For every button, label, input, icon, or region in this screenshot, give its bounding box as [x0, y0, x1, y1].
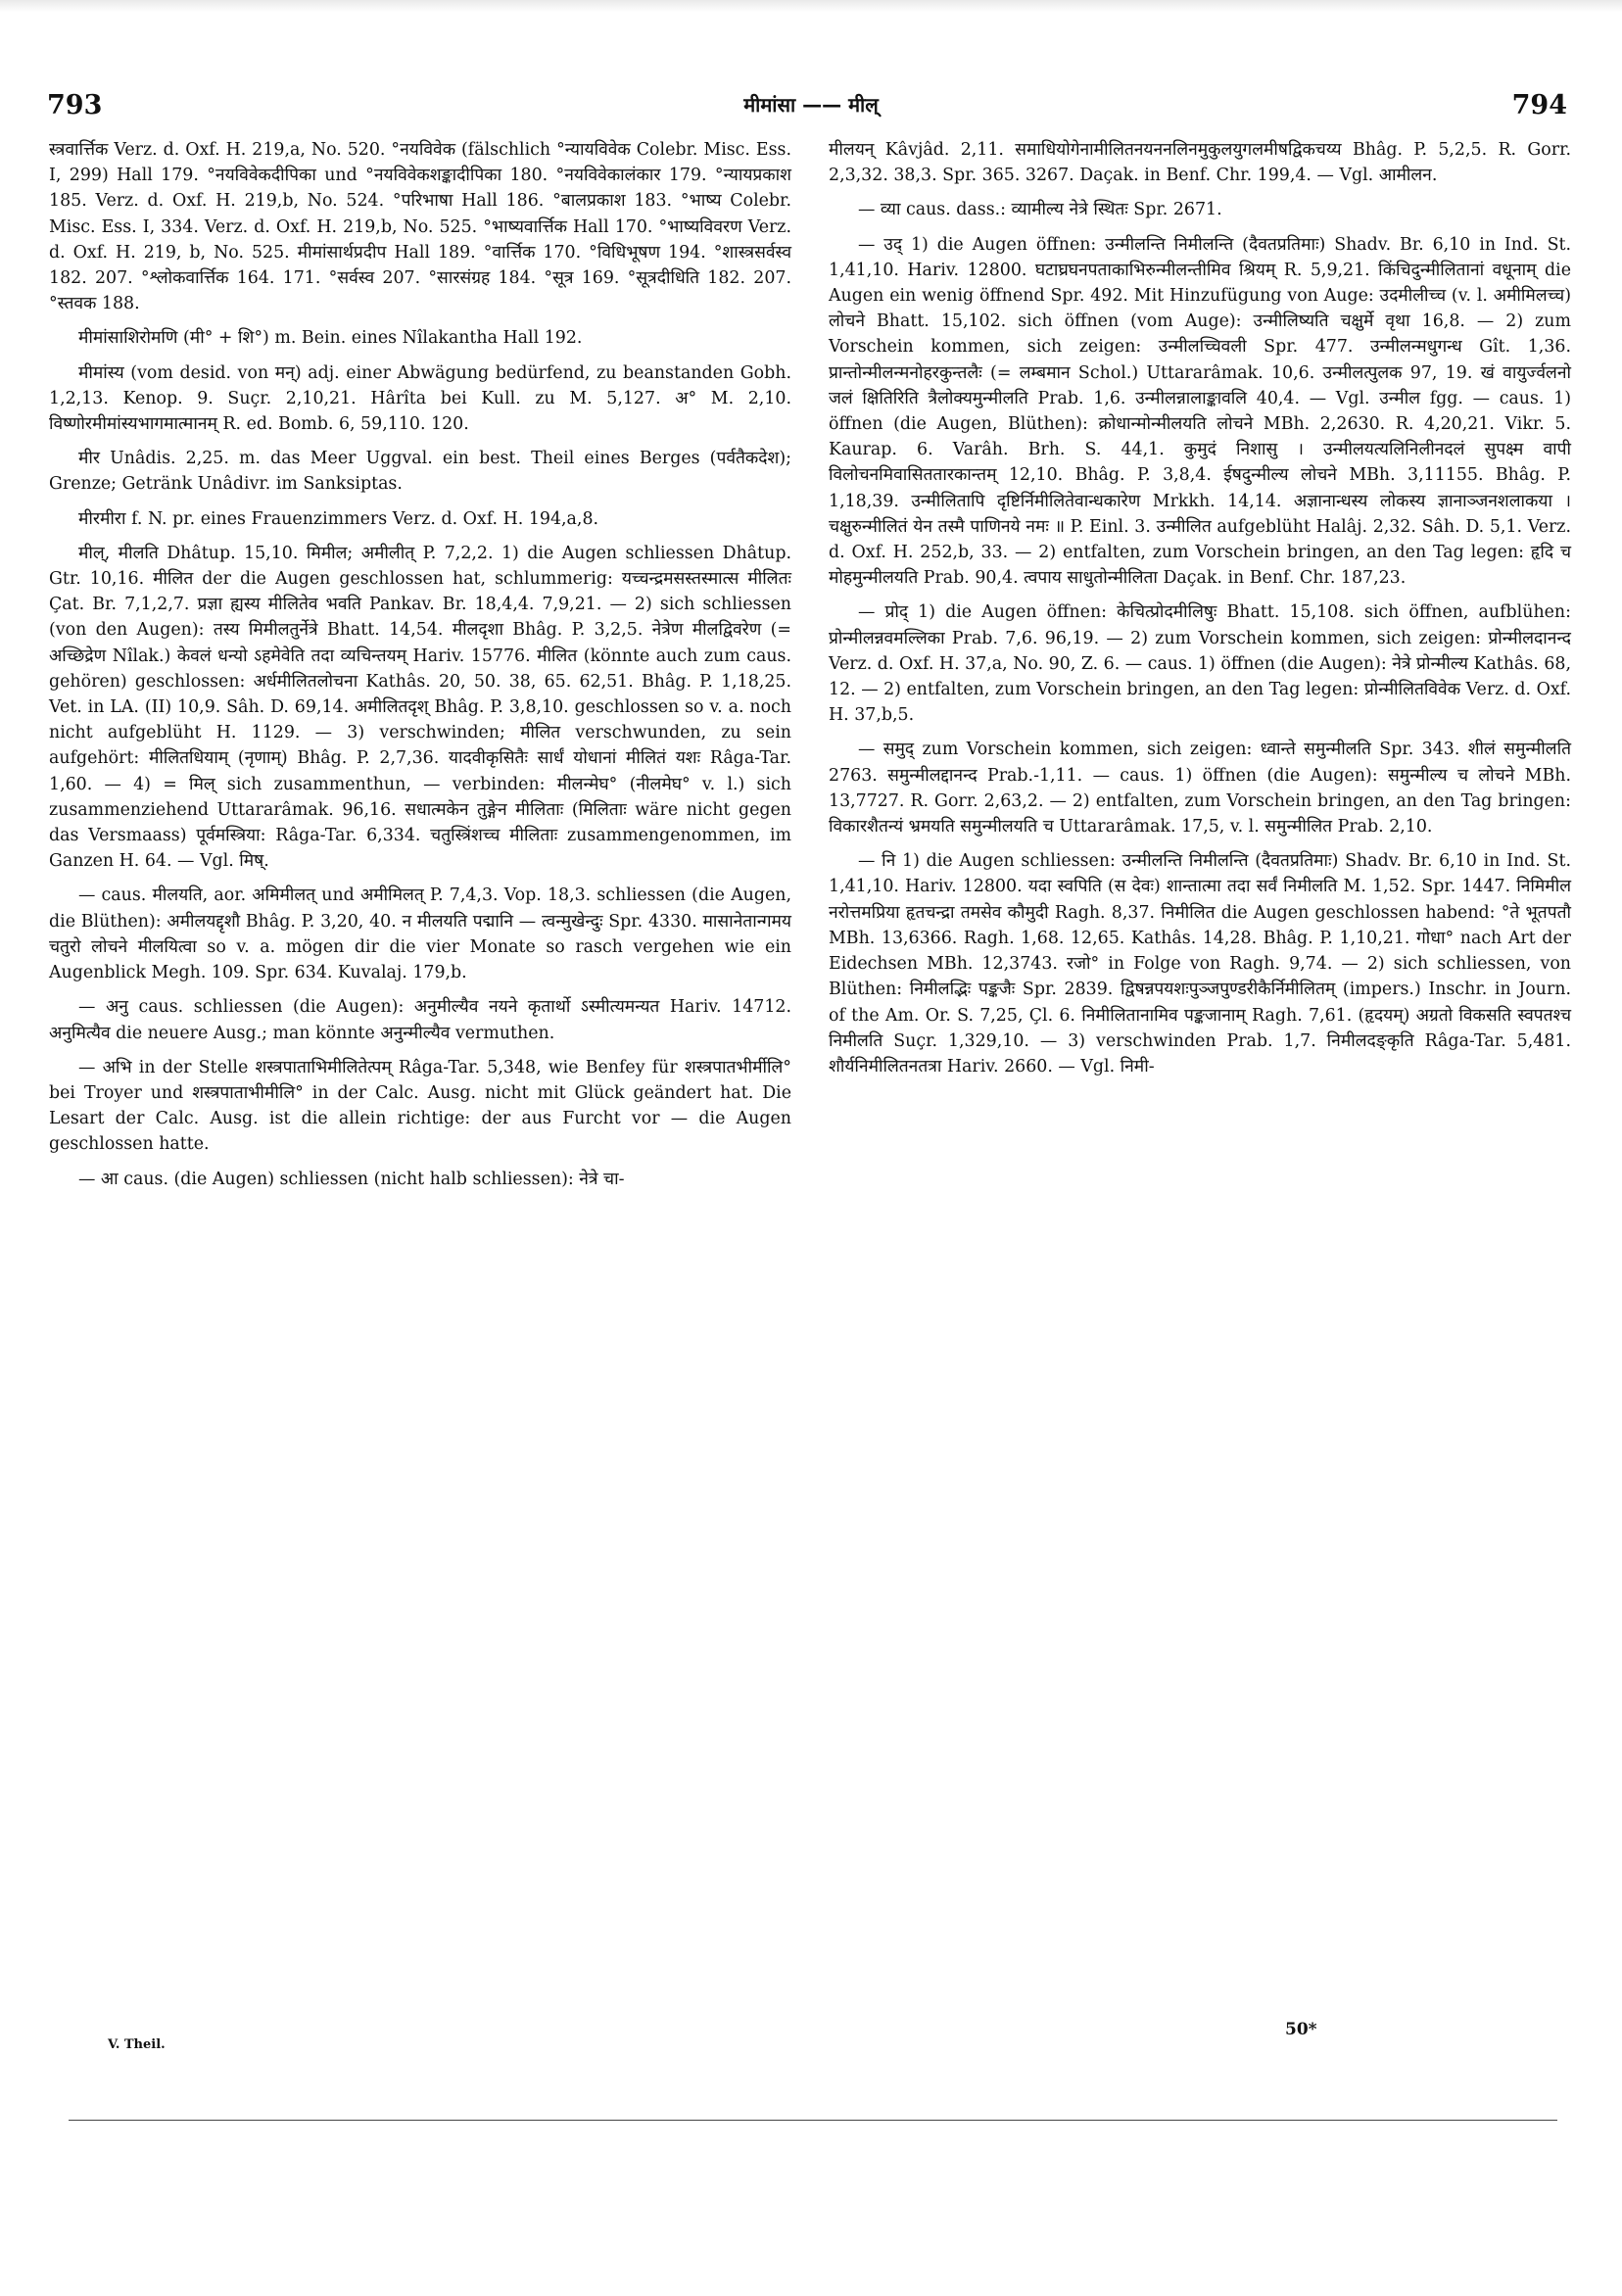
running-head — [0, 84, 1622, 120]
entry: — उद् 1) die Augen öffnen: उन्मीलन्ति निमीलन्ति (दैवतप्रतिमाः) Shadv. Br. 6,10 in Ind. St. 1,41,10. Hariv. 12800. घटाघ्रघनपताकाभिरुन्मीलन्तीमिव श्रियम् R. 5,9,21. किंचिदुन्मीलितानां वधूनाम् die Augen ein wenig öffnend Spr. 492. Mit Hinzufügung von Auge: उदमीलीच्च (v. l. अमीमिलच्च) लोचने Bhatt. 15,102. sich öffnen (vom Auge): उन्मीलिष्यति चक्षुर्मे वृथा 16,8. — 2) zum Vorschein kommen, sich zeigen: उन्मीलच्चिवली Spr. 477. उन्मीलन्मधुगन्ध Gît. 1,36. प्रान्तोन्मीलन्मनोहरकुन्तलैः (= लम्बमान Schol.) Uttararâmak. 10,6. उन्मीलत्पुलक 97, 19. खं वायुर्ज्वलनो जलं क्षितिरिति त्रैलोक्यमुन्मीलति Prab. 1,6. उन्मीलन्नालाङ्कावलि 40,4. — Vgl. उन्मील fgg. — caus. 1) öffnen (die Augen, Blüthen): क्रोधान्मोन्मीलयति लोचने MBh. 2,2630. R. 4,20,21. Vikr. 5. Kaurap. 6. Varâh. Brh. S. 44,1. कुमुदं निशासु । उन्मीलयत्यलिनिलीनदलं सुपक्ष्म वापी विलोचनमिवासिततारकान्तम् 12,10. Bhâg. P. 3,8,4. ईषदुन्मील्य लोचने MBh. 3,11155. Bhâg. P. 1,18,39. उन्मीलितापि दृष्टिर्निमीलितेवान्धकारेण Mrkkh. 14,14. अज्ञानान्धस्य लोकस्य ज्ञानाञ्जनशलाकया । चक्षुरुन्मीलितं येन तस्मै पाणिनये नमः ॥ P. Einl. 3. उन्मीलित aufgeblüht Halâj. 2,32. Sâh. D. 5,1. Verz. d. Oxf. H. 252,b, 33. — 2) entfalten, zum Vorschein bringen, an den Tag legen: हृदि च मोहमुन्मीलयति Prab. 90,4. त्वपाय साधुतोन्मीलिता Daçak. in Benf. Chr. 187,23. — [829, 234, 1571, 589]
entry: — नि 1) die Augen schliessen: उन्मीलन्ति निमीलन्ति (दैवतप्रतिमाः) Shadv. Br. 6,10 in Ind. St. 1,41,10. Hariv. 12800. यदा स्वपिति (स देवः) शान्तात्मा तदा सर्वं निमीलति M. 1,52. Spr. 1447. निमिमील नरोत्तमप्रिया हृतचन्द्रा तमसेव कौमुदी Ragh. 8,37. निमीलित die Augen geschlossen habend: °ते भूतपतौ MBh. 13,6366. Ragh. 1,68. 12,65. Kathâs. 14,28. Bhâg. P. 1,10,21. गोधा° nach Art der Eidechsen MBh. 12,3743. रजो° in Folge von Ragh. 9,74. — 2) sich schliessen, von Blüthen: निमीलद्भिः पङ्कजैः Spr. 2839. द्विषन्नपयशःपुञ्जपुण्डरीकैर्निमीलितम् (impers.) Inschr. in Journ. of the Am. Or. S. 7,25, Çl. 6. निमीलितानामिव पङ्कजानाम् Ragh. 7,61. (हृदयम्) अग्रतो विकसति स्वपतश्च निमीलति Suçr. 1,329,10. — 3) verschwinden Prab. 1,7. निमीलदङ्कृति Râga-Tar. 5,481. शौर्यनिमीलितनतत्रा Hariv. 2660. — Vgl. निमी- — [829, 851, 1571, 1076]
page-number-right: 794 — [1511, 90, 1567, 120]
entry: मीरमीरा f. N. pr. eines Frauenzimmers Verz. d. Oxf. H. 194,a,8. — [78, 508, 599, 529]
entry: — caus. मीलयति, aor. अमिमीलत् und अमीमिलत् P. 7,4,3. Vop. 18,3. schliessen (die Augen, die Blüthen): अमीलयद्दृशौ Bhâg. P. 3,20, 40. न मीलयति पद्मानि — त्वन्मुखेन्दुः Spr. 4330. मासानेतान्गमय चतुरो लोचने मीलयित्वा so v. a. mögen dir die vier Monate so rasch vergehen wie ein Augenblick Megh. 109. Spr. 634. Kuvalaj. 179,b. — [49, 885, 791, 983]
signature-mark: 50* — [1285, 2020, 1317, 2039]
scan-bottom-rule — [69, 2120, 1557, 2121]
page-number-left: 793 — [47, 90, 103, 120]
entry: मीलयन् Kâvjâd. 2,11. समाधियोगेनामीलितनयननलिनमुकुलयुगलमीषद्विकचय्य Bhâg. P. 5,2,5. R. Gorr. 2,3,32. 38,3. Spr. 365. 3267. Daçak. in Benf. Chr. 199,4. — Vgl. आमीलन. — [829, 140, 1571, 186]
entry: — समुद् zum Vorschein kommen, sich zeigen: ध्वान्ते समुन्मीलति Spr. 343. शीलं समुन्मीलति 2763. समुन्मीलद्दानन्द Prab.-1,11. — caus. 1) öffnen (die Augen): समुन्मील्य च लोचने MBh. 13,7727. R. Gorr. 2,63,2. — 2) entfalten, zum Vorschein bringen, an den Tag bringen: विकारशैतन्यं भ्रमयति समुन्मीलयति च Uttararâmak. 17,5, v. l. समुन्मीलित Prab. 2,10. — [829, 740, 1571, 837]
entry: मील्, मीलति Dhâtup. 15,10. मिमील; अमीलीत् P. 7,2,2. 1) die Augen schliessen Dhâtup. Gtr. 10,16. मीलित der die Augen geschlossen hat, schlummerig: यच्चन्द्रमसस्तस्मात्स मीलितः Çat. Br. 7,1,2,7. प्रज्ञा ह्यस्य मीलितेव भवति Pankav. Br. 18,4,4. 7,9,21. — 2) sich schliessen (von den Augen): तस्य मिमीलतुर्नेत्रे Bhatt. 14,54. मीलदृशा Bhâg. P. 3,2,5. नेत्रेण मीलद्विवरेण (= अच्छिद्रेण Nîlak.) केवलं धन्यो ऽहमेवेति तदा व्यचिन्तयम् Hariv. 15776. मीलित (könnte auch zum caus. gehören) geschlossen: अर्धमीलितलोचना Kathâs. 20, 50. 38, 65. 62,51. Bhâg. P. 1,18,25. Vet. in LA. (II) 10,9. Sâh. D. 69,14. अमीलितदृश् Bhâg. P. 3,8,10. geschlossen so v. a. noch nicht aufgeblüht H. 1129. — 3) verschwinden; मीलित verschwunden, zu sein aufgehört: मीलितधियाम् (नृणाम्) Bhâg. P. 2,7,36. यादवीकृसितैः सार्धं योधानां मीलितं यशः Râga-Tar. 1,60. — 4) = मिल् sich zusammenthun, — verbinden: मीलन्मेघ° (नीलमेघ° v. l.) sich zusammenziehend Uttararâmak. 96,16. सधात्मकेन तुङ्गेन मीलिताः (मिलिताः wäre nicht gegen das Versmaass) पूर्वमस्त्रिया: Râga-Tar. 6,334. चतुस्त्रिंशच्च मीलिताः zusammengenommen, im Ganzen H. 64. — Vgl. मिष्. — [49, 543, 791, 872]
right-column — [829, 137, 1571, 1088]
entry: — आ caus. (die Augen) schliessen (nicht halb schliessen): नेत्रे चा- — [78, 1169, 625, 1189]
scan-edge — [0, 0, 1622, 12]
entry: — अभि in der Stelle शस्त्रपाताभिमीलितेत्पम् Râga-Tar. 5,348, wie Benfey für शस्त्रपातभीर्मीलि° bei Troyer und शस्त्रपाताभीमीलि° in der Calc. Ausg. nicht mit Glück geändert hat. Die Lesart der Calc. Ausg. ist die allein richtige: der aus Furcht vor — die Augen geschlossen hatte. — [49, 1057, 791, 1155]
entry: मीर Unâdis. 2,25. m. das Meer Uggval. ein best. Theil eines Berges (पर्वतैकदेश); Grenze; Getränk Unâdivr. im Sanksiptas. — [49, 449, 791, 495]
volume-label: V. Theil. — [108, 2037, 166, 2052]
entry: — प्रोद् 1) die Augen öffnen: केचित्प्रोदमीलिषुः Bhatt. 15,108. sich öffnen, aufblühen: प्रोन्मीलन्नवमल्लिका Prab. 7,6. 96,19. — 2) zum Vorschein kommen, sich zeigen: प्रोन्मीलदानन्द Verz. d. Oxf. H. 37,a, No. 90, Z. 6. — caus. 1) öffnen (die Augen): नेत्रे प्रोन्मील्य Kathâs. 68, 12. — 2) entfalten, zum Vorschein bringen, an den Tag legen: प्रोन्मीलितविवेक Verz. d. Oxf. H. 37,b,5. — [829, 602, 1572, 726]
entry: मीमांसाशिरोमणि (मी° + शि°) m. Bein. eines Nîlakantha Hall 192. — [78, 328, 583, 349]
entry: — अनु caus. schliessen (die Augen): अनुमील्यैव नयने कृतार्थो ऽस्मीत्यमन्यत Hariv. 14712. अनुमित्यैव die neuere Ausg.; man könnte अनुन्मील्यैव vermuthen. — [49, 997, 791, 1043]
left-column — [49, 137, 791, 1201]
entry: मीमांस्य (vom desid. von मन्) adj. einer Abwägung bedürfend, zu beanstanden Gobh. 1,2,13. Kenop. 9. Suçr. 2,10,21. Hârîta bei Kull. zu M. 5,127. अ° M. 2,10. विष्णोरमीमांस्यभागमात्मानम् R. ed. Bomb. 6, 59,110. 120. — [49, 362, 791, 435]
entry: स्त्रवार्त्तिक Verz. d. Oxf. H. 219,a, No. 520. °नयविवेक (fälschlich °न्यायविवेक Colebr. Misc. Ess. I, 299) Hall 179. °नयविवेकदीपिका und °नयविवेकशङ्कादीपिका 180. °नयविवेकालंकार 179. °न्यायप्रकाश 185. Verz. d. Oxf. H. 219,b, No. 524. °परिभाषा Hall 186. °बालप्रकाश 183. °भाष्य Colebr. Misc. Ess. I, 334. Verz. d. Oxf. H. 219,b, No. 525. °भाष्यवार्त्तिक Hall 170. °भाष्यविवरण Verz. d. Oxf. H. 219, b, No. 525. मीमांसार्थप्रदीप Hall 189. °वार्त्तिक 170. °विधिभूषण 194. °शास्त्रसर्वस्व 182. 207. °श्लोकवार्त्तिक 164. 171. °सर्वस्व 207. °सारसंग्रह 184. °सूत्र 169. °सूत्रदीधिति 182. 207. °स्तवक 188. — [49, 140, 791, 314]
running-head-text: मीमांसा —— मील् — [743, 93, 879, 117]
entry: — व्या caus. dass.: व्यामील्य नेत्रे स्थितः Spr. 2671. — [858, 200, 1222, 220]
